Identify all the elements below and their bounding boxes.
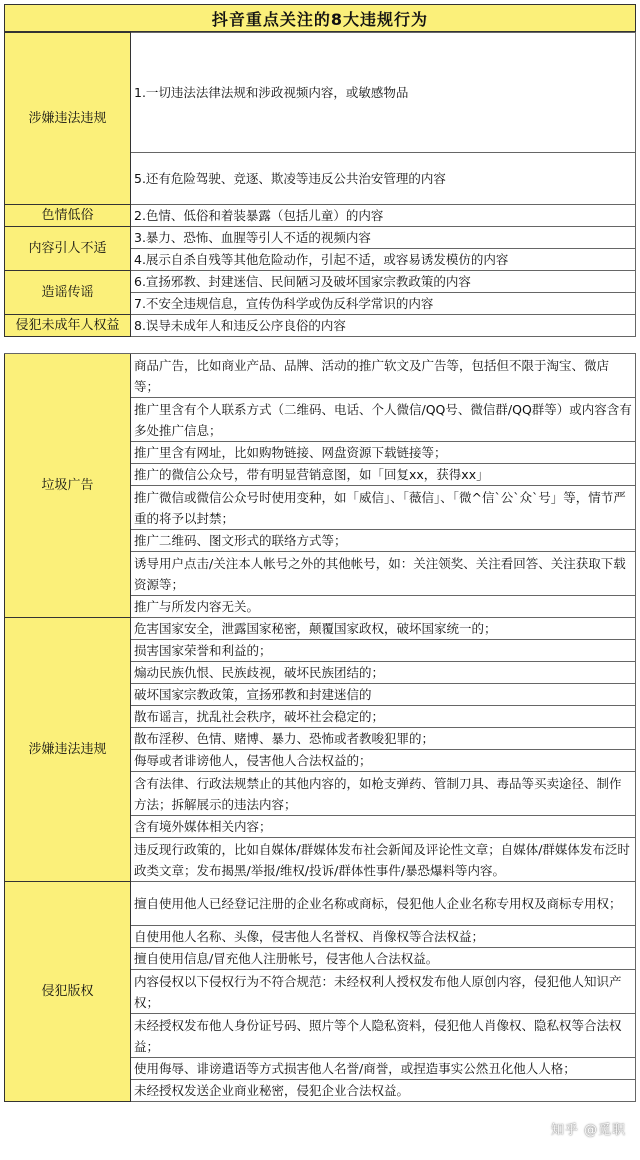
table-row — [5, 205, 636, 227]
rule-cell: 3.暴力、恐怖、血腥等引人不适的视频内容 — [131, 227, 636, 249]
rule-cell: 煽动民族仇恨、民族歧视，破坏民族团结的； — [131, 662, 636, 684]
rule-cell: 破坏国家宗教政策，宣扬邪教和封建迷信的 — [131, 684, 636, 706]
table-row — [5, 882, 636, 926]
rule-cell: 5.还有危险驾驶、竞逐、欺凌等违反公共治安管理的内容 — [131, 153, 636, 205]
category-cell: 涉嫌违法违规 — [5, 618, 131, 882]
category-cell: 侵犯版权 — [5, 882, 131, 1102]
rule-cell: 损害国家荣誉和利益的； — [131, 640, 636, 662]
category-cell: 内容引人不适 — [5, 227, 131, 271]
rule-cell: 8.误导未成年人和违反公序良俗的内容 — [131, 315, 636, 337]
rule-cell: 诱导用户点击/关注本人帐号之外的其他帐号，如：关注领奖、关注看回答、关注获取下载资源等； — [131, 552, 636, 596]
spacer-cell — [5, 337, 636, 354]
rule-cell: 自使用他人名称、头像，侵害他人名誉权、肖像权等合法权益； — [131, 926, 636, 948]
table-row — [5, 315, 636, 337]
rule-cell: 推广的微信公众号，带有明显营销意图，如「回复xx，获得xx」 — [131, 464, 636, 486]
watermark: 知乎 @觅职 — [550, 1123, 626, 1138]
rule-cell: 危害国家安全，泄露国家秘密，颠覆国家政权，破坏国家统一的； — [131, 618, 636, 640]
rule-cell: 含有法律、行政法规禁止的其他内容的，如枪支弹药、管制刀具、毒品等买卖途径、制作方法；拆解展示的违法内容； — [131, 772, 636, 816]
rule-cell: 使用侮辱、诽谤遣语等方式损害他人名誉/商誉，或捏造事实公然丑化他人人格； — [131, 1058, 636, 1080]
rule-cell: 擅自使用信息/冒充他人注册帐号，侵害他人合法权益。 — [131, 948, 636, 970]
category-cell: 色情低俗 — [5, 205, 131, 227]
rule-cell: 推广里含有个人联系方式（二维码、电话、个人微信/QQ号、微信群/QQ群等）或内容含有多处推广信息； — [131, 398, 636, 442]
table-row — [5, 271, 636, 293]
category-cell: 涉嫌违法违规 — [5, 33, 131, 205]
category-cell: 造谣传谣 — [5, 271, 131, 315]
rule-cell: 7.不安全违规信息，宣传伪科学或伪反科学常识的内容 — [131, 293, 636, 315]
rule-cell: 4.展示自杀自残等其他危险动作，引起不适，或容易诱发模仿的内容 — [131, 249, 636, 271]
table-row — [5, 618, 636, 640]
rule-cell: 推广二维码、图文形式的联络方式等； — [131, 530, 636, 552]
rule-cell: 1.一切违法法律法规和涉政视频内容，或敏感物品 — [131, 33, 636, 153]
violation-sheet — [4, 4, 636, 1102]
rule-cell: 散布淫秽、色情、赌博、暴力、恐怖或者教唆犯罪的； — [131, 728, 636, 750]
rule-cell: 2.色情、低俗和着装暴露（包括儿童）的内容 — [131, 205, 636, 227]
table-row — [5, 354, 636, 398]
rule-cell: 推广微信或微信公众号时使用变种，如「威信」、「薇信」、「微^信`公`众`号」等，情节严重的将予以封禁； — [131, 486, 636, 530]
rule-cell: 推广里含有网址，比如购物链接、网盘资源下载链接等； — [131, 442, 636, 464]
rule-cell: 擅自使用他人已经登记注册的企业名称或商标，侵犯他人企业名称专用权及商标专用权； — [131, 882, 636, 926]
violation-table — [4, 32, 636, 1102]
rule-cell: 侮辱或者诽谤他人，侵害他人合法权益的； — [131, 750, 636, 772]
category-cell: 垃圾广告 — [5, 354, 131, 618]
rule-cell: 含有境外媒体相关内容； — [131, 816, 636, 838]
table-row — [5, 227, 636, 249]
section-spacer — [5, 337, 636, 354]
rule-cell: 内容侵权以下侵权行为不符合规范：未经权利人授权发布他人原创内容，侵犯他人知识产权； — [131, 970, 636, 1014]
category-cell: 侵犯未成年人权益 — [5, 315, 131, 337]
rule-cell: 违反现行政策的，比如自媒体/群媒体发布社会新闻及评论性文章；自媒体/群媒体发布泛时政类文章；发布揭黑/举报/维权/投诉/群体性事件/暴恐爆料等内容。 — [131, 838, 636, 882]
rule-cell: 未经授权发送企业商业秘密，侵犯企业合法权益。 — [131, 1080, 636, 1102]
rule-cell: 散布谣言，扰乱社会秩序，破坏社会稳定的； — [131, 706, 636, 728]
sheet-title: 抖音重点关注的8大违规行为 — [4, 4, 636, 32]
rule-cell: 6.宣扬邪教、封建迷信、民间陋习及破坏国家宗教政策的内容 — [131, 271, 636, 293]
rule-cell: 商品广告，比如商业产品、品牌、活动的推广软文及广告等，包括但不限于淘宝、微店等； — [131, 354, 636, 398]
rule-cell: 未经授权发布他人身份证号码、照片等个人隐私资料，侵犯他人肖像权、隐私权等合法权益； — [131, 1014, 636, 1058]
rule-cell: 推广与所发内容无关。 — [131, 596, 636, 618]
table-row — [5, 33, 636, 153]
